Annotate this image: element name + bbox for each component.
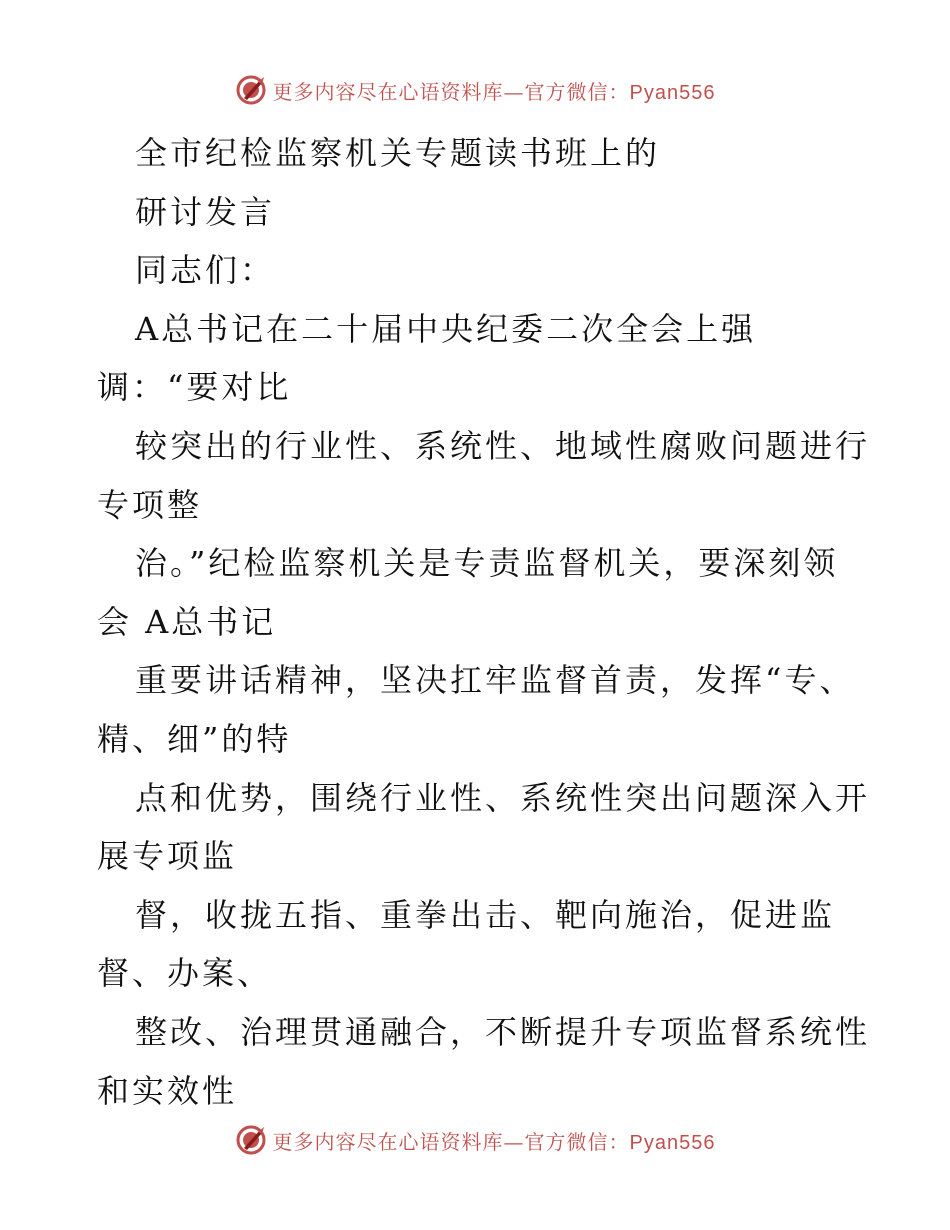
quill-logo-icon bbox=[235, 74, 267, 106]
text-line: 和实效性 bbox=[97, 1071, 238, 1110]
text-line: 调：“要对比 bbox=[97, 368, 292, 407]
salutation: 同志们： bbox=[135, 251, 276, 290]
text-line: 督，收拢五指、重拳出击、靶向施治，促进监 bbox=[135, 895, 836, 934]
text-line: A总书记在二十届中央纪委二次全会上强 bbox=[135, 309, 757, 348]
text-line: 专项整 bbox=[97, 485, 203, 524]
text-line: 点和优势，围绕行业性、系统性突出问题深入开 bbox=[135, 778, 871, 817]
text-line: 治。”纪检监察机关是专责监督机关，要深刻领 bbox=[135, 544, 839, 583]
watermark-banner-bottom bbox=[0, 1120, 950, 1160]
document-body bbox=[97, 124, 871, 1120]
text-line: 重要讲话精神，坚决扛牢监督首责，发挥“专、 bbox=[135, 661, 855, 700]
watermark-text: 更多内容尽在心语资料库—官方微信：Pyan556 bbox=[272, 1129, 716, 1154]
text-line: 会 A总书记 bbox=[97, 602, 277, 641]
watermark-text: 更多内容尽在心语资料库—官方微信：Pyan556 bbox=[272, 79, 716, 104]
text-line: 展专项监 bbox=[97, 837, 238, 876]
quill-logo-icon bbox=[235, 1124, 267, 1156]
text-line: 精、细”的特 bbox=[97, 719, 292, 758]
title-line-2: 研讨发言 bbox=[135, 192, 276, 231]
text-line: 较突出的行业性、系统性、地域性腐败问题进行 bbox=[135, 426, 871, 465]
watermark-banner-top bbox=[0, 70, 950, 110]
text-line: 整改、治理贯通融合，不断提升专项监督系统性 bbox=[135, 1012, 871, 1051]
text-line: 督、办案、 bbox=[97, 954, 273, 993]
title-line-1: 全市纪检监察机关专题读书班上的 bbox=[135, 134, 661, 172]
